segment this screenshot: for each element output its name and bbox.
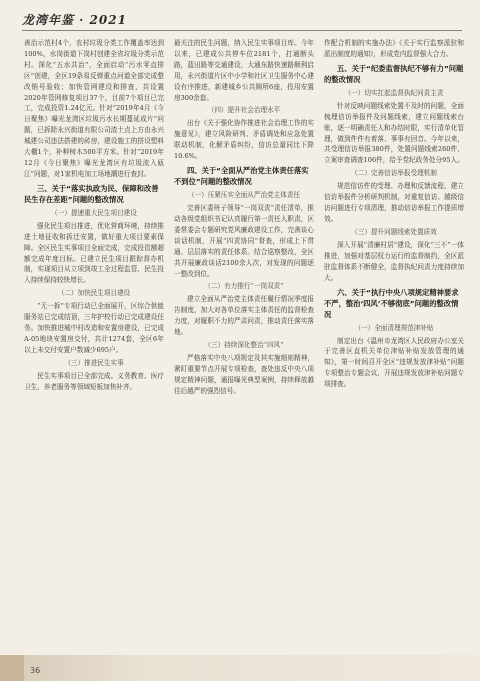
subsection-heading: （四）提升社会治理水平 bbox=[207, 106, 281, 115]
subsection-heading: （三）持续深化整治“四风” bbox=[204, 341, 284, 350]
section-heading: 六、关于“执行中央八项规定精神要求不严，整治‘四风’不够彻底”问题的整改情况 bbox=[324, 287, 459, 319]
footer-stripe bbox=[0, 655, 24, 681]
paragraph: 民生实事项目已全部完成。义务教育、医疗卫生、养老服务等领域短板加快补齐。 bbox=[24, 371, 164, 391]
subsection-heading: （三）提升问题线索处置质效 bbox=[351, 227, 437, 236]
subsection-heading: （二）有力推行“一岗双责” bbox=[204, 282, 284, 291]
paragraph: 严格落实中央八项规定及其实施细则精神，紧盯重要节点开展专项检查，查处违反中央八项规定精神问题，通报曝光典型案例，持续释放越往后越严的强烈信号。 bbox=[174, 354, 314, 395]
header-divider bbox=[22, 30, 462, 31]
paragraph: 针对反映问题线索处置不及时的问题，全面梳理信访举报件及问题线索，建立问题线索台账，逐一明确责任人和办结时限，实行清单化管理，做到件件有着落、事事有回音。今年以来，共受理信访举报380件，处置问题线索260件，立案审查调查106件，给予党纪政务处分95人。 bbox=[324, 101, 464, 165]
subsection-heading: （一）压紧压实全面从严治党主体责任 bbox=[187, 191, 301, 200]
paragraph: 强化民生项目推进，优化营商环境，持续推进土地征收和拆迁安置，做好重大项目要素保障。全区民生实事项目全面完成，完成投资额超额完成年度目标。已建立民生项目跟踪督办机制，实现项目从立项到竣工全过程监管，民生投入持续保持较快增长。 bbox=[24, 221, 164, 285]
subsection-heading: （一）全面清理规范津补贴 bbox=[354, 323, 434, 332]
column-middle bbox=[174, 38, 314, 638]
paragraph: 制定出台《温州市龙湾区人民政府办公室关于完善区直机关单位津贴补贴发放管理的通知》，第一时间召开全区“违规发放津补贴”问题专项整治专题会议，开展违规发放津补贴问题专项排查。 bbox=[324, 336, 464, 389]
paragraph: 最关注的民生问题，纳入民生实事项目库。今年以来，已建成公共停车位2181个，打通断头路，蓝田路等交通建设，大通东路快速路顺利启用，永兴街道片区中小学和社区卫生服务中心建设有序推进，新建城乡公共厕所6座，投用安置房300余套。 bbox=[174, 39, 314, 102]
paragraph: 善治示范村4个，农村垃圾分类工作覆盖率达到100%，水岗街道下岗村创建全省垃圾分类示范村。深化“五水共治”，全面启动“污水零直排区”创建，全区19条易反弹重点河道全部完成整改销号验收；加快管网建设和排查，共设置2020年管网修复项目37个，目前7个项目已完工，完成投资1.24亿元。针对“2019年4月《今日聚焦》曝光龙湾区垃圾污水长期蔓延成片”问题，已拆除永兴街道有限公司渣土点上方由永兴城建公司违法搭建的砖房，建设施工的搭设塑料大棚1个，补种树木500平方米。针对“2019年12月《今日聚焦》曝光龙湾区有垃圾流入瓯江”问题，对1家机电加工场地潮进行查封。 bbox=[24, 39, 164, 178]
subsection-heading: （二）加快民生项目建设 bbox=[57, 289, 131, 298]
section-heading: 三、关于“落实执政为民、保障和改善民生存在差距”问题的整改情况 bbox=[24, 183, 159, 204]
paragraph: “无一拆”专项行动已全面展开，区综合供能服务站已完成结顶，三年护校行动已完成建设任务。加快推进城中村改造和安置房建设，已完成A-05地块安置房交付，共计1274套，全区6年以上未交付安置户数减少695户。 bbox=[24, 302, 164, 354]
paragraph: 深入开展“清廉村居”建设，深化“三不”一体推进，加强对基层权力运行的监督制约，全区派驻监督体系不断健全，监督执纪问责力度持续加大。 bbox=[324, 240, 464, 282]
subsection-heading: （一）提速重大民生项目建设 bbox=[51, 208, 137, 217]
section-heading: 五、关于“纪委监督执纪不够有力”问题的整改情况 bbox=[324, 63, 464, 84]
page-footer bbox=[0, 655, 480, 681]
paragraph: 出台《关于强化协作推进社会治理工作的实施意见》，建立风险研判、矛盾调处和应急处置联动机制，化解矛盾纠纷，信访总量同比下降10.6%。 bbox=[174, 119, 314, 161]
paragraph: 作配合机制的实施办法》《关于实行监察派驻和派出制度的通知》，形成党内监督强大合力。 bbox=[324, 39, 464, 58]
paragraph: 规范信访件的受理、办理和反馈流程，建立信访举报件分析研判机制，对重复信访、越级信访问题进行专项清理，推动信访举报工作提质增效。 bbox=[324, 182, 464, 223]
column-left bbox=[24, 38, 164, 638]
running-header bbox=[22, 8, 462, 28]
paragraph: 完善区委班子领导“一岗双责”责任清单，推动各级党组织书记认真履行第一责任人职责，区委常委会专题研究党风廉政建设工作，完善谈心谈话机制，开展“四责协同”督查，形成上下贯通、层层落实的责任体系。结合巡察整改，全区共开展廉政谈话2100余人次，对发现的问题逐一整改到位。 bbox=[174, 204, 314, 278]
subsection-heading: （二）完善信访举报受理机制 bbox=[351, 169, 437, 178]
section-heading: 四、关于“全面从严治党主体责任落实不到位”问题的整改情况 bbox=[174, 166, 309, 187]
subsection-heading: （一）切实扛起监督执纪问责主责 bbox=[344, 88, 444, 97]
column-right bbox=[324, 38, 464, 638]
text-columns bbox=[24, 38, 464, 638]
subsection-heading: （三）推进民生实事 bbox=[64, 358, 124, 367]
yearbook-title: 龙湾年鉴 · 2021 bbox=[22, 13, 127, 27]
paragraph: 建立全面从严治党主体责任履行情况季度报告制度，加大对各单位落实主体责任的监督检查力度，对履职不力的严肃问责，推动责任落实落地。 bbox=[174, 295, 314, 337]
page-number: 36 bbox=[30, 666, 41, 675]
